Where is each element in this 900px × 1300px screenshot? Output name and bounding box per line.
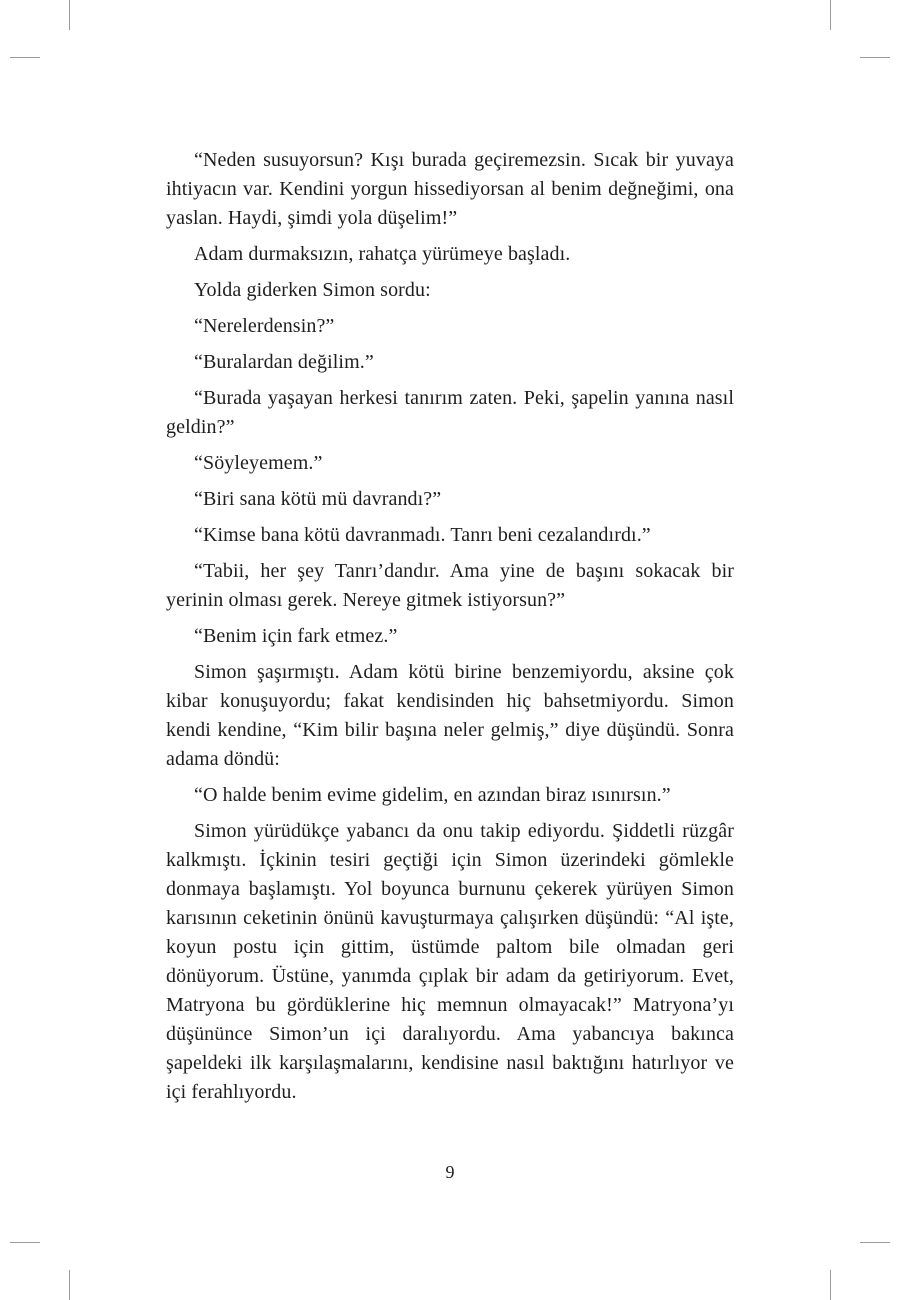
paragraph: Simon şaşırmıştı. Adam kötü birine benzemiyordu, aksine çok kibar konuşuyordu; fakat kendisinden hiç bahsetmiyordu. Simon kendi kendine, “Kim bilir başına neler gelmiş,” diye düşündü. Sonra adama döndü: bbox=[166, 661, 734, 770]
paragraph: Yolda giderken Simon sordu: bbox=[194, 279, 431, 301]
paragraph: “O halde benim evime gidelim, en azından biraz ısınırsın.” bbox=[194, 784, 671, 806]
paragraph: “Benim için fark etmez.” bbox=[194, 625, 398, 647]
crop-mark-right-bottom bbox=[860, 1242, 890, 1243]
paragraph: “Tabii, her şey Tanrı’dandır. Ama yine de başını sokacak bir yerinin olması gerek. Nereye gitmek istiyorsun?” bbox=[166, 560, 734, 611]
crop-mark-right-top bbox=[860, 57, 890, 58]
crop-mark-bottom-right bbox=[830, 1270, 831, 1300]
crop-mark-bottom-left bbox=[69, 1270, 70, 1300]
crop-mark-top-left bbox=[69, 0, 70, 30]
paragraph: “Neden susuyorsun? Kışı burada geçiremezsin. Sıcak bir yuvaya ihtiyacın var. Kendini yorgun hissediyorsan al benim değneğimi, ona yaslan. Haydi, şimdi yola düşelim!” bbox=[166, 149, 734, 229]
paragraph: “Biri sana kötü mü davrandı?” bbox=[194, 488, 442, 510]
paragraph: “Söyleyemem.” bbox=[194, 452, 323, 474]
crop-mark-left-top bbox=[10, 57, 40, 58]
paragraph: “Burada yaşayan herkesi tanırım zaten. Peki, şapelin yanına nasıl geldin?” bbox=[166, 387, 734, 438]
page-body-text bbox=[166, 146, 734, 1114]
paragraph: “Nerelerdensin?” bbox=[194, 315, 335, 337]
paragraph: “Buralardan değilim.” bbox=[194, 351, 374, 373]
page-number: 9 bbox=[445, 1162, 455, 1182]
crop-mark-left-bottom bbox=[10, 1242, 40, 1243]
paragraph: Simon yürüdükçe yabancı da onu takip ediyordu. Şiddetli rüzgâr kalkmıştı. İçkinin tesiri geçtiği için Simon üzerindeki gömlekle donmaya başlamıştı. Yol boyunca burnunu çekerek yürüyen Simon karısının ceketinin önünü kavuşturmaya çalışırken düşündü: “Al işte, koyun postu için gittim, üstümde paltom bile olmadan geri dönüyorum. Üstüne, yanımda çıplak bir adam da getiriyorum. Evet, Matryona bu gördüklerine hiç memnun olmayacak!” Matryona’yı düşününce Simon’un içi daralıyordu. Ama yabancıya bakınca şapeldeki ilk karşılaşmalarını, kendisine nasıl baktığını hatırlıyor ve içi ferahlıyordu. bbox=[166, 820, 734, 1103]
paragraph: “Kimse bana kötü davranmadı. Tanrı beni cezalandırdı.” bbox=[194, 524, 651, 546]
paragraph: Adam durmaksızın, rahatça yürümeye başladı. bbox=[194, 243, 571, 265]
crop-mark-top-right bbox=[830, 0, 831, 30]
